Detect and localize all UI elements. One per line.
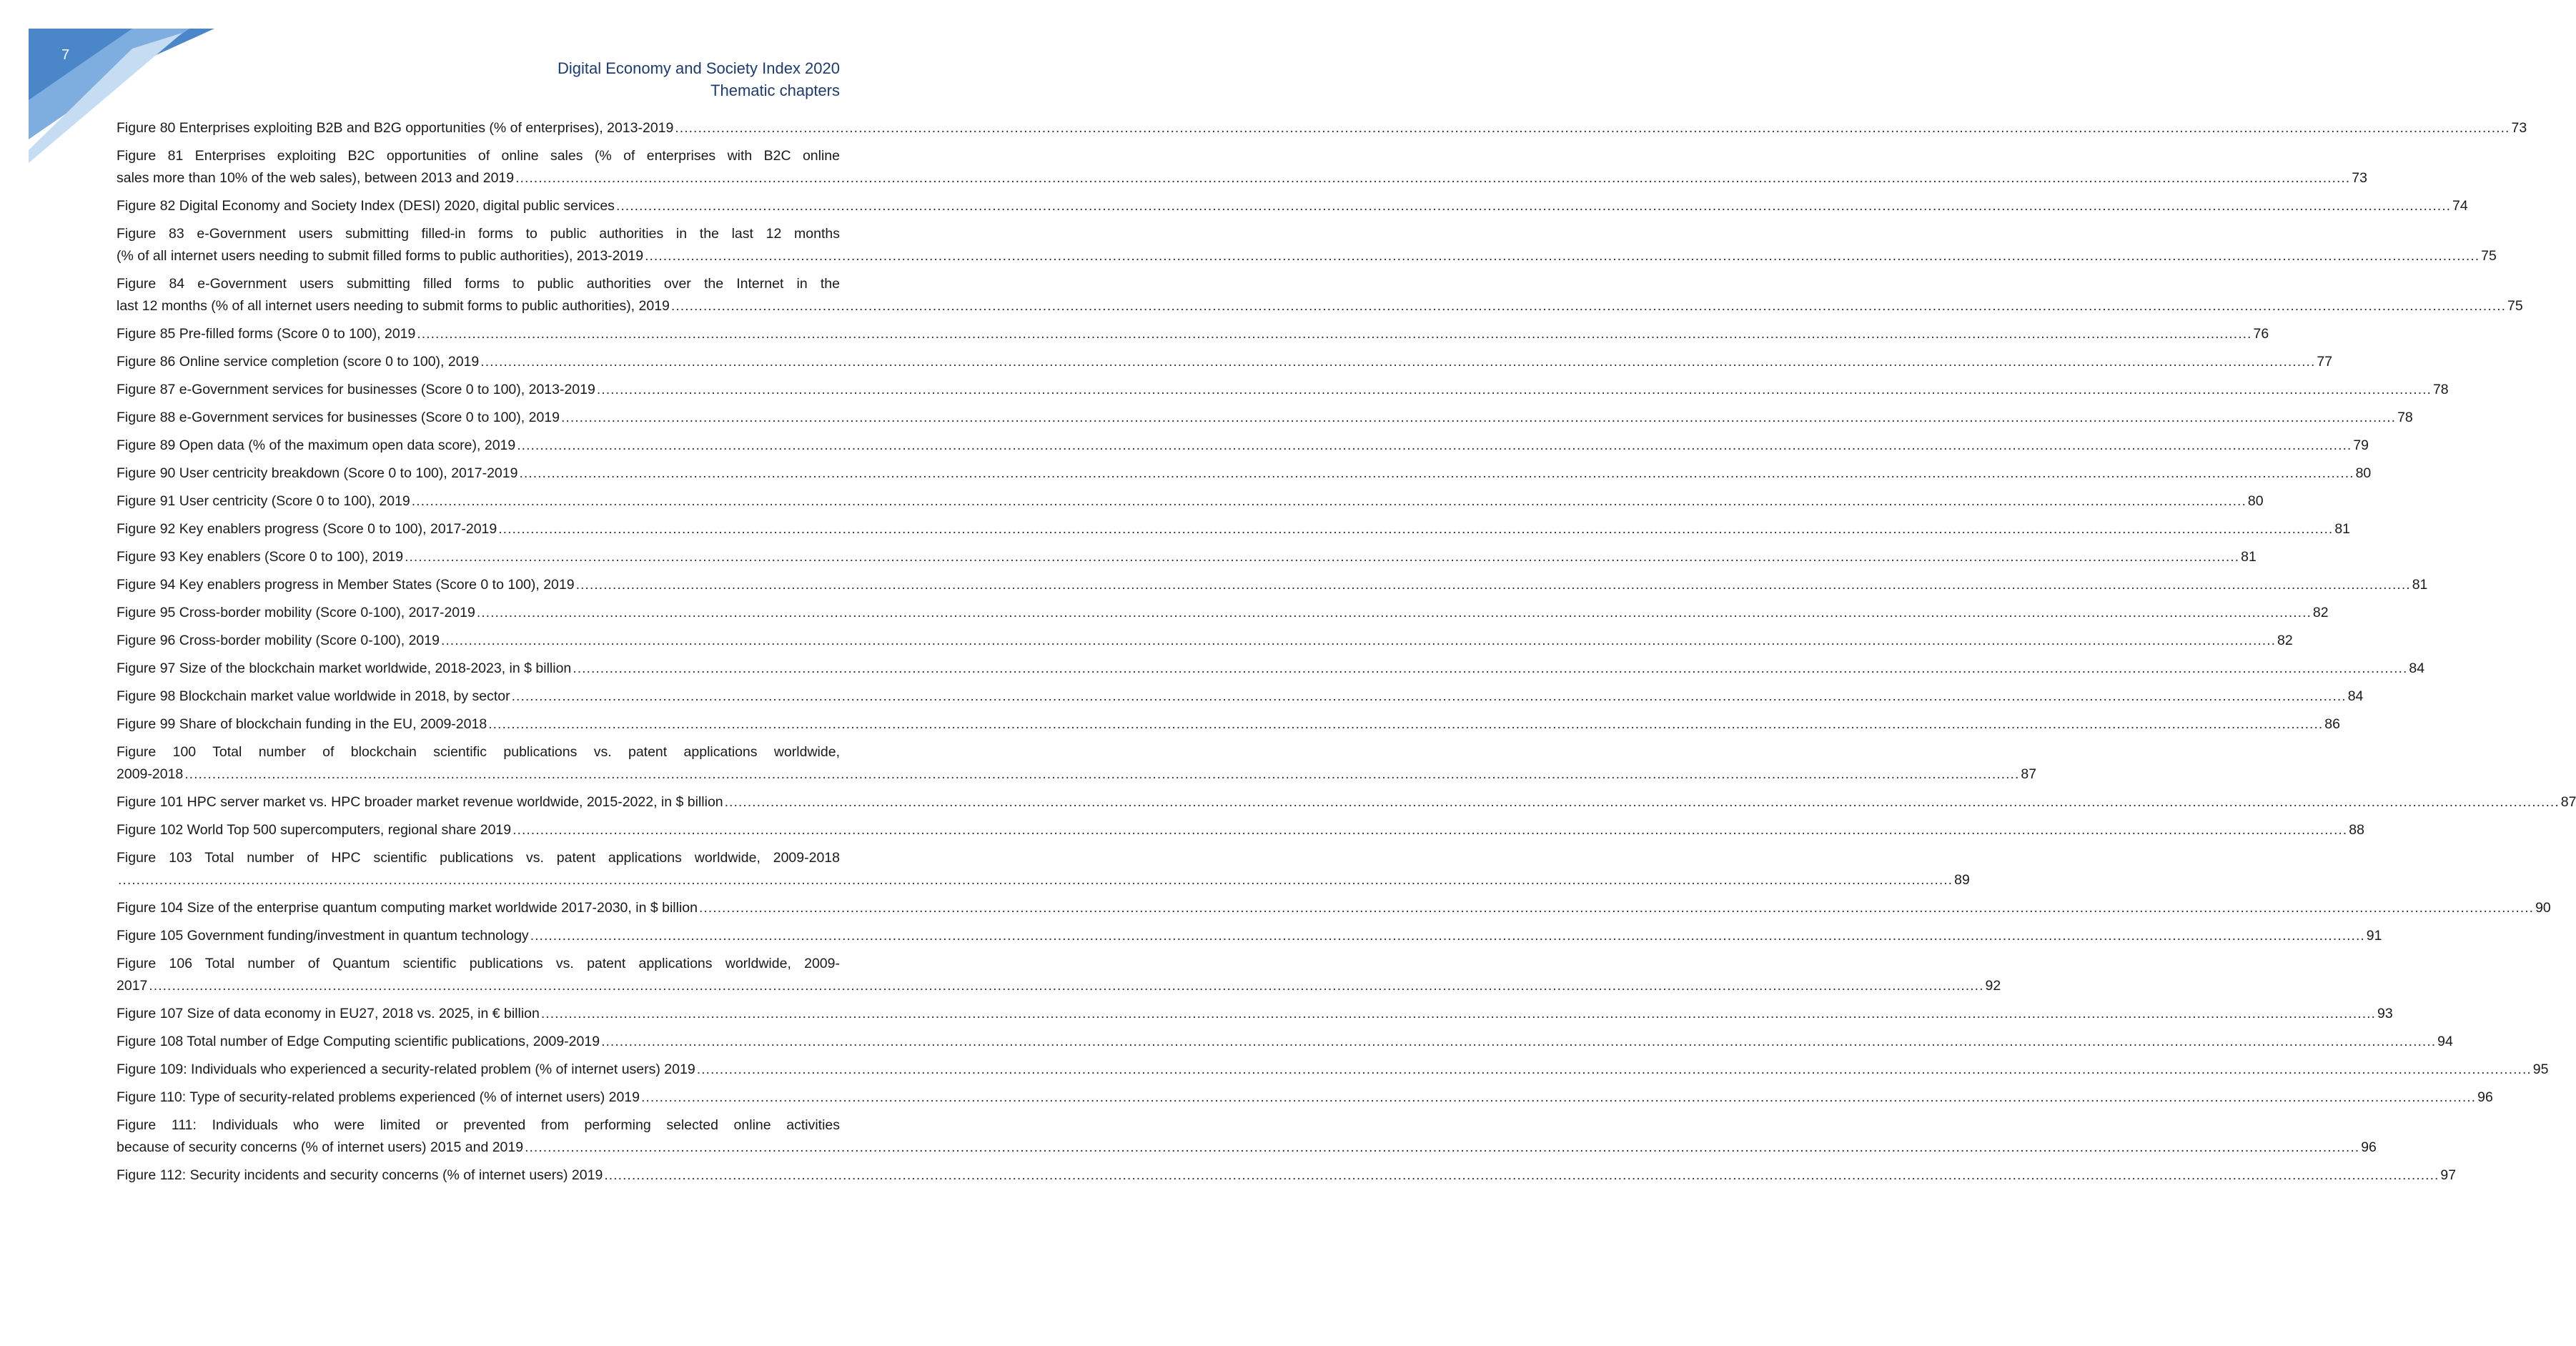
toc-entry-page: 80	[2355, 465, 2372, 481]
dot-leader: ................................................................................................................................................................................................................................................................................................................................................................................................................	[411, 493, 2246, 509]
toc-entry-leader-line	[117, 323, 2269, 345]
toc-entry-page: 84	[2347, 688, 2364, 704]
toc-entry-page: 82	[2312, 605, 2329, 620]
toc-entry[interactable]	[117, 602, 2329, 624]
toc-entry-leader-line	[117, 1031, 2453, 1053]
toc-entry-leader-line	[117, 869, 1970, 891]
toc-entry-leader-line	[117, 546, 2257, 568]
toc-entry-page: 78	[2432, 382, 2449, 397]
toc-entry-title: Figure 104 Size of the enterprise quantum computing market worldwide 2017-2030, in $ billion	[117, 900, 698, 916]
toc-entry-leader-line	[117, 975, 2001, 997]
toc-entry-title-line: Figure 81 Enterprises exploiting B2C opportunities of online sales (% of enterprises with B2C online	[117, 148, 840, 164]
toc-entry-page: 94	[2437, 1034, 2453, 1049]
toc-entry-page: 96	[2477, 1089, 2493, 1105]
toc-entry-title: Figure 112: Security incidents and security concerns (% of internet users) 2019	[117, 1167, 603, 1183]
toc-entry-title: 2017	[117, 978, 148, 994]
toc-entry-title: Figure 108 Total number of Edge Computing scientific publications, 2009-2019	[117, 1034, 600, 1049]
toc-entry[interactable]	[117, 407, 2413, 429]
toc-entry-leader-line	[117, 1087, 2493, 1109]
dot-leader: ................................................................................................................................................................................................................................................................................................................................................................................................................	[604, 1167, 2439, 1183]
toc-entry[interactable]	[117, 462, 2372, 485]
toc-entry[interactable]	[117, 658, 2425, 680]
toc-entry-title: Figure 110: Type of security-related problems experienced (% of internet users) 2019	[117, 1089, 640, 1105]
toc-entry-title-line: Figure 100 Total number of blockchain scientific publications vs. patent applications worldwide,	[117, 744, 840, 760]
dot-leader: ................................................................................................................................................................................................................................................................................................................................................................................................................	[440, 633, 2277, 648]
toc-entry-leader-line	[117, 245, 2497, 267]
dot-leader: ................................................................................................................................................................................................................................................................................................................................................................................................................	[560, 410, 2397, 425]
toc-entry[interactable]	[117, 791, 2576, 813]
toc-entry-leader-line	[117, 763, 2037, 786]
toc-entry-title-line: Figure 84 e-Government users submitting filled forms to public authorities over the Internet in the	[117, 276, 840, 292]
dot-leader: ................................................................................................................................................................................................................................................................................................................................................................................................................	[675, 120, 2510, 136]
dot-leader: ................................................................................................................................................................................................................................................................................................................................................................................................................	[511, 688, 2347, 704]
toc-entry-page: 89	[1954, 872, 1970, 888]
toc-entry-title: Figure 92 Key enablers progress (Score 0 to 100), 2017-2019	[117, 521, 497, 537]
toc-entry-title: sales more than 10% of the web sales), between 2013 and 2019	[117, 170, 515, 186]
toc-entry-title: because of security concerns (% of internet users) 2015 and 2019	[117, 1139, 524, 1155]
toc-entry-leader-line	[117, 1059, 2549, 1081]
toc-entry-page: 76	[2253, 326, 2269, 342]
toc-entry-title: Figure 98 Blockchain market value worldwide in 2018, by sector	[117, 688, 510, 704]
toc-entry-leader-line	[117, 379, 2449, 401]
toc-entry[interactable]	[117, 897, 2551, 919]
toc-entry-page: 81	[2241, 549, 2257, 565]
dot-leader: ................................................................................................................................................................................................................................................................................................................................................................................................................	[519, 465, 2354, 481]
toc-entry-title: Figure 105 Government funding/investment in quantum technology	[117, 928, 529, 944]
dot-leader: ................................................................................................................................................................................................................................................................................................................................................................................................................	[596, 382, 2432, 397]
toc-entry[interactable]	[117, 546, 2257, 568]
toc-entry-title: Figure 99 Share of blockchain funding in the EU, 2009-2018	[117, 716, 487, 732]
toc-entry-leader-line	[117, 351, 2333, 373]
toc-entry-title: Figure 96 Cross-border mobility (Score 0-100), 2019	[117, 633, 440, 648]
toc-entry[interactable]	[117, 1114, 2377, 1159]
toc-entry-page: 84	[2409, 660, 2425, 676]
toc-entry[interactable]	[117, 847, 1970, 891]
toc-entry-page: 73	[2511, 120, 2527, 136]
dot-leader: ................................................................................................................................................................................................................................................................................................................................................................................................................	[515, 170, 2351, 186]
toc-entry-leader-line	[117, 167, 2367, 189]
toc-entry[interactable]	[117, 925, 2382, 947]
header-subtitle: Thematic chapters	[710, 81, 840, 99]
toc-entry-page: 75	[2481, 248, 2497, 264]
dot-leader: ................................................................................................................................................................................................................................................................................................................................................................................................................	[615, 198, 2452, 214]
dot-leader: ................................................................................................................................................................................................................................................................................................................................................................................................................	[540, 1006, 2376, 1021]
toc-entry[interactable]	[117, 351, 2333, 373]
dot-leader: ................................................................................................................................................................................................................................................................................................................................................................................................................	[698, 900, 2535, 916]
dot-leader: ................................................................................................................................................................................................................................................................................................................................................................................................................	[488, 716, 2324, 732]
toc-entry[interactable]	[117, 686, 2364, 708]
dot-leader: ................................................................................................................................................................................................................................................................................................................................................................................................................	[641, 1089, 2477, 1105]
toc-entry-leader-line	[117, 195, 2468, 217]
toc-entry[interactable]	[117, 435, 2369, 457]
toc-entry[interactable]	[117, 145, 2367, 189]
toc-entry-page: 78	[2397, 410, 2413, 425]
toc-entry[interactable]	[117, 741, 2037, 786]
toc-entry-page: 81	[2334, 521, 2351, 537]
toc-entry-page: 77	[2317, 354, 2333, 370]
toc-entry-leader-line	[117, 490, 2264, 513]
toc-entry-title: Figure 87 e-Government services for businesses (Score 0 to 100), 2013-2019	[117, 382, 595, 397]
toc-entry-title: Figure 86 Online service completion (score 0 to 100), 2019	[117, 354, 480, 370]
toc-entry[interactable]	[117, 223, 2497, 267]
toc-entry[interactable]	[117, 490, 2264, 513]
toc-entry-title: Figure 91 User centricity (Score 0 to 100), 2019	[117, 493, 410, 509]
toc-entry-page: 97	[2440, 1167, 2457, 1183]
toc-entry-leader-line	[117, 819, 2364, 841]
dot-leader: ................................................................................................................................................................................................................................................................................................................................................................................................................	[530, 928, 2365, 944]
toc-entry[interactable]	[117, 574, 2428, 596]
toc-entry-title: Figure 85 Pre-filled forms (Score 0 to 100), 2019	[117, 326, 416, 342]
toc-entry-leader-line	[117, 1164, 2457, 1187]
dot-leader: ................................................................................................................................................................................................................................................................................................................................................................................................................	[149, 978, 1984, 994]
toc-entry[interactable]	[117, 953, 2001, 997]
toc-entry-title: 2009-2018	[117, 766, 184, 782]
dot-leader: ................................................................................................................................................................................................................................................................................................................................................................................................................	[498, 521, 2334, 537]
toc-entry[interactable]	[117, 1031, 2453, 1053]
dot-leader: ................................................................................................................................................................................................................................................................................................................................................................................................................	[118, 872, 1953, 888]
toc-entry-page: 88	[2349, 822, 2364, 838]
toc-entry[interactable]	[117, 117, 2527, 139]
toc-entry-title-line: Figure 106 Total number of Quantum scientific publications vs. patent applications worldwide, 2009-	[117, 956, 840, 971]
toc-entry-leader-line	[117, 658, 2425, 680]
page-number: 7	[61, 47, 70, 63]
toc-entry-leader-line	[117, 791, 2576, 813]
toc-entry-title: Figure 80 Enterprises exploiting B2B and B2G opportunities (% of enterprises), 2013-2019	[117, 120, 674, 136]
toc-entry-leader-line	[117, 462, 2372, 485]
dot-leader: ................................................................................................................................................................................................................................................................................................................................................................................................................	[525, 1139, 2360, 1155]
toc-entry-title: Figure 89 Open data (% of the maximum open data score), 2019	[117, 437, 516, 453]
toc-entry-page: 93	[2377, 1006, 2393, 1021]
dot-leader: ................................................................................................................................................................................................................................................................................................................................................................................................................	[405, 549, 2240, 565]
toc-entry[interactable]	[117, 1003, 2393, 1025]
toc-entry-title-line: Figure 103 Total number of HPC scientific publications vs. patent applications worldwide, 2009-2018	[117, 850, 840, 866]
dot-leader: ................................................................................................................................................................................................................................................................................................................................................................................................................	[645, 248, 2480, 264]
toc-entry-page: 87	[2560, 794, 2576, 810]
toc-entry-page: 87	[2021, 766, 2037, 782]
toc-entry[interactable]	[117, 273, 2523, 317]
toc-entry-title-line: Figure 111: Individuals who were limited or prevented from performing selected online activities	[117, 1117, 840, 1133]
toc-entry-leader-line	[117, 602, 2329, 624]
list-of-figures	[117, 117, 2576, 1192]
toc-entry-page: 79	[2353, 437, 2369, 453]
toc-entry-page: 91	[2366, 928, 2382, 944]
toc-entry-leader-line	[117, 407, 2413, 429]
toc-entry-title: Figure 102 World Top 500 supercomputers, regional share 2019	[117, 822, 512, 838]
dot-leader: ................................................................................................................................................................................................................................................................................................................................................................................................................	[417, 326, 2252, 342]
dot-leader: ................................................................................................................................................................................................................................................................................................................................................................................................................	[670, 298, 2506, 314]
toc-entry-title-line: Figure 83 e-Government users submitting filled-in forms to public authorities in the last 12 months	[117, 226, 840, 242]
toc-entry-leader-line	[117, 925, 2382, 947]
toc-entry[interactable]	[117, 379, 2449, 401]
toc-entry[interactable]	[117, 713, 2340, 736]
toc-entry-page: 81	[2412, 577, 2428, 593]
toc-entry-title: Figure 97 Size of the blockchain market worldwide, 2018-2023, in $ billion	[117, 660, 572, 676]
toc-entry-title: last 12 months (% of all internet users needing to submit forms to public authorities), 2019	[117, 298, 670, 314]
toc-entry-page: 82	[2277, 633, 2293, 648]
running-header	[558, 57, 840, 102]
toc-entry-title: (% of all internet users needing to submit filled forms to public authorities), 2013-2019	[117, 248, 644, 264]
dot-leader: ................................................................................................................................................................................................................................................................................................................................................................................................................	[575, 577, 2411, 593]
toc-entry-title: Figure 88 e-Government services for businesses (Score 0 to 100), 2019	[117, 410, 560, 425]
toc-entry-page: 75	[2507, 298, 2523, 314]
toc-entry-leader-line	[117, 713, 2340, 736]
toc-entry-page: 92	[1985, 978, 2001, 994]
toc-entry-page: 90	[2535, 900, 2551, 916]
toc-entry-title: Figure 90 User centricity breakdown (Score 0 to 100), 2017-2019	[117, 465, 518, 481]
toc-entry-page: 73	[2352, 170, 2367, 186]
toc-entry[interactable]	[117, 1059, 2549, 1081]
toc-entry[interactable]	[117, 1087, 2493, 1109]
toc-entry-page: 74	[2452, 198, 2468, 214]
toc-entry-leader-line	[117, 897, 2551, 919]
toc-entry-title: Figure 95 Cross-border mobility (Score 0-100), 2017-2019	[117, 605, 475, 620]
toc-entry-title: Figure 93 Key enablers (Score 0 to 100), 2019	[117, 549, 404, 565]
toc-entry-leader-line	[117, 630, 2293, 652]
dot-leader: ................................................................................................................................................................................................................................................................................................................................................................................................................	[696, 1062, 2532, 1077]
toc-entry-title: Figure 109: Individuals who experienced a security-related problem (% of internet users) 2019	[117, 1062, 695, 1077]
toc-entry-page: 86	[2324, 716, 2340, 732]
toc-entry-leader-line	[117, 117, 2527, 139]
dot-leader: ................................................................................................................................................................................................................................................................................................................................................................................................................	[724, 794, 2560, 810]
toc-entry-title: Figure 94 Key enablers progress in Member States (Score 0 to 100), 2019	[117, 577, 575, 593]
toc-entry-page: 96	[2361, 1139, 2377, 1155]
toc-entry-leader-line	[117, 1137, 2377, 1159]
toc-entry[interactable]	[117, 630, 2293, 652]
toc-entry-leader-line	[117, 435, 2369, 457]
toc-entry-leader-line	[117, 518, 2351, 540]
toc-entry[interactable]	[117, 195, 2468, 217]
toc-entry[interactable]	[117, 518, 2351, 540]
toc-entry-title: Figure 107 Size of data economy in EU27, 2018 vs. 2025, in € billion	[117, 1006, 540, 1021]
dot-leader: ................................................................................................................................................................................................................................................................................................................................................................................................................	[573, 660, 2408, 676]
toc-entry[interactable]	[117, 323, 2269, 345]
toc-entry-title: Figure 82 Digital Economy and Society Index (DESI) 2020, digital public services	[117, 198, 615, 214]
header-title: Digital Economy and Society Index 2020	[557, 59, 840, 77]
dot-leader: ................................................................................................................................................................................................................................................................................................................................................................................................................	[184, 766, 2020, 782]
toc-entry[interactable]	[117, 1164, 2457, 1187]
dot-leader: ................................................................................................................................................................................................................................................................................................................................................................................................................	[601, 1034, 2437, 1049]
dot-leader: ................................................................................................................................................................................................................................................................................................................................................................................................................	[476, 605, 2312, 620]
toc-entry-page: 95	[2532, 1062, 2549, 1077]
dot-leader: ................................................................................................................................................................................................................................................................................................................................................................................................................	[517, 437, 2352, 453]
toc-entry-leader-line	[117, 1003, 2393, 1025]
toc-entry-leader-line	[117, 686, 2364, 708]
toc-entry-leader-line	[117, 295, 2523, 317]
toc-entry[interactable]	[117, 819, 2364, 841]
dot-leader: ................................................................................................................................................................................................................................................................................................................................................................................................................	[480, 354, 2316, 370]
dot-leader: ................................................................................................................................................................................................................................................................................................................................................................................................................	[512, 822, 2348, 838]
toc-entry-page: 80	[2247, 493, 2264, 509]
toc-entry-leader-line	[117, 574, 2428, 596]
toc-entry-title: Figure 101 HPC server market vs. HPC broader market revenue worldwide, 2015-2022, in $ billion	[117, 794, 723, 810]
